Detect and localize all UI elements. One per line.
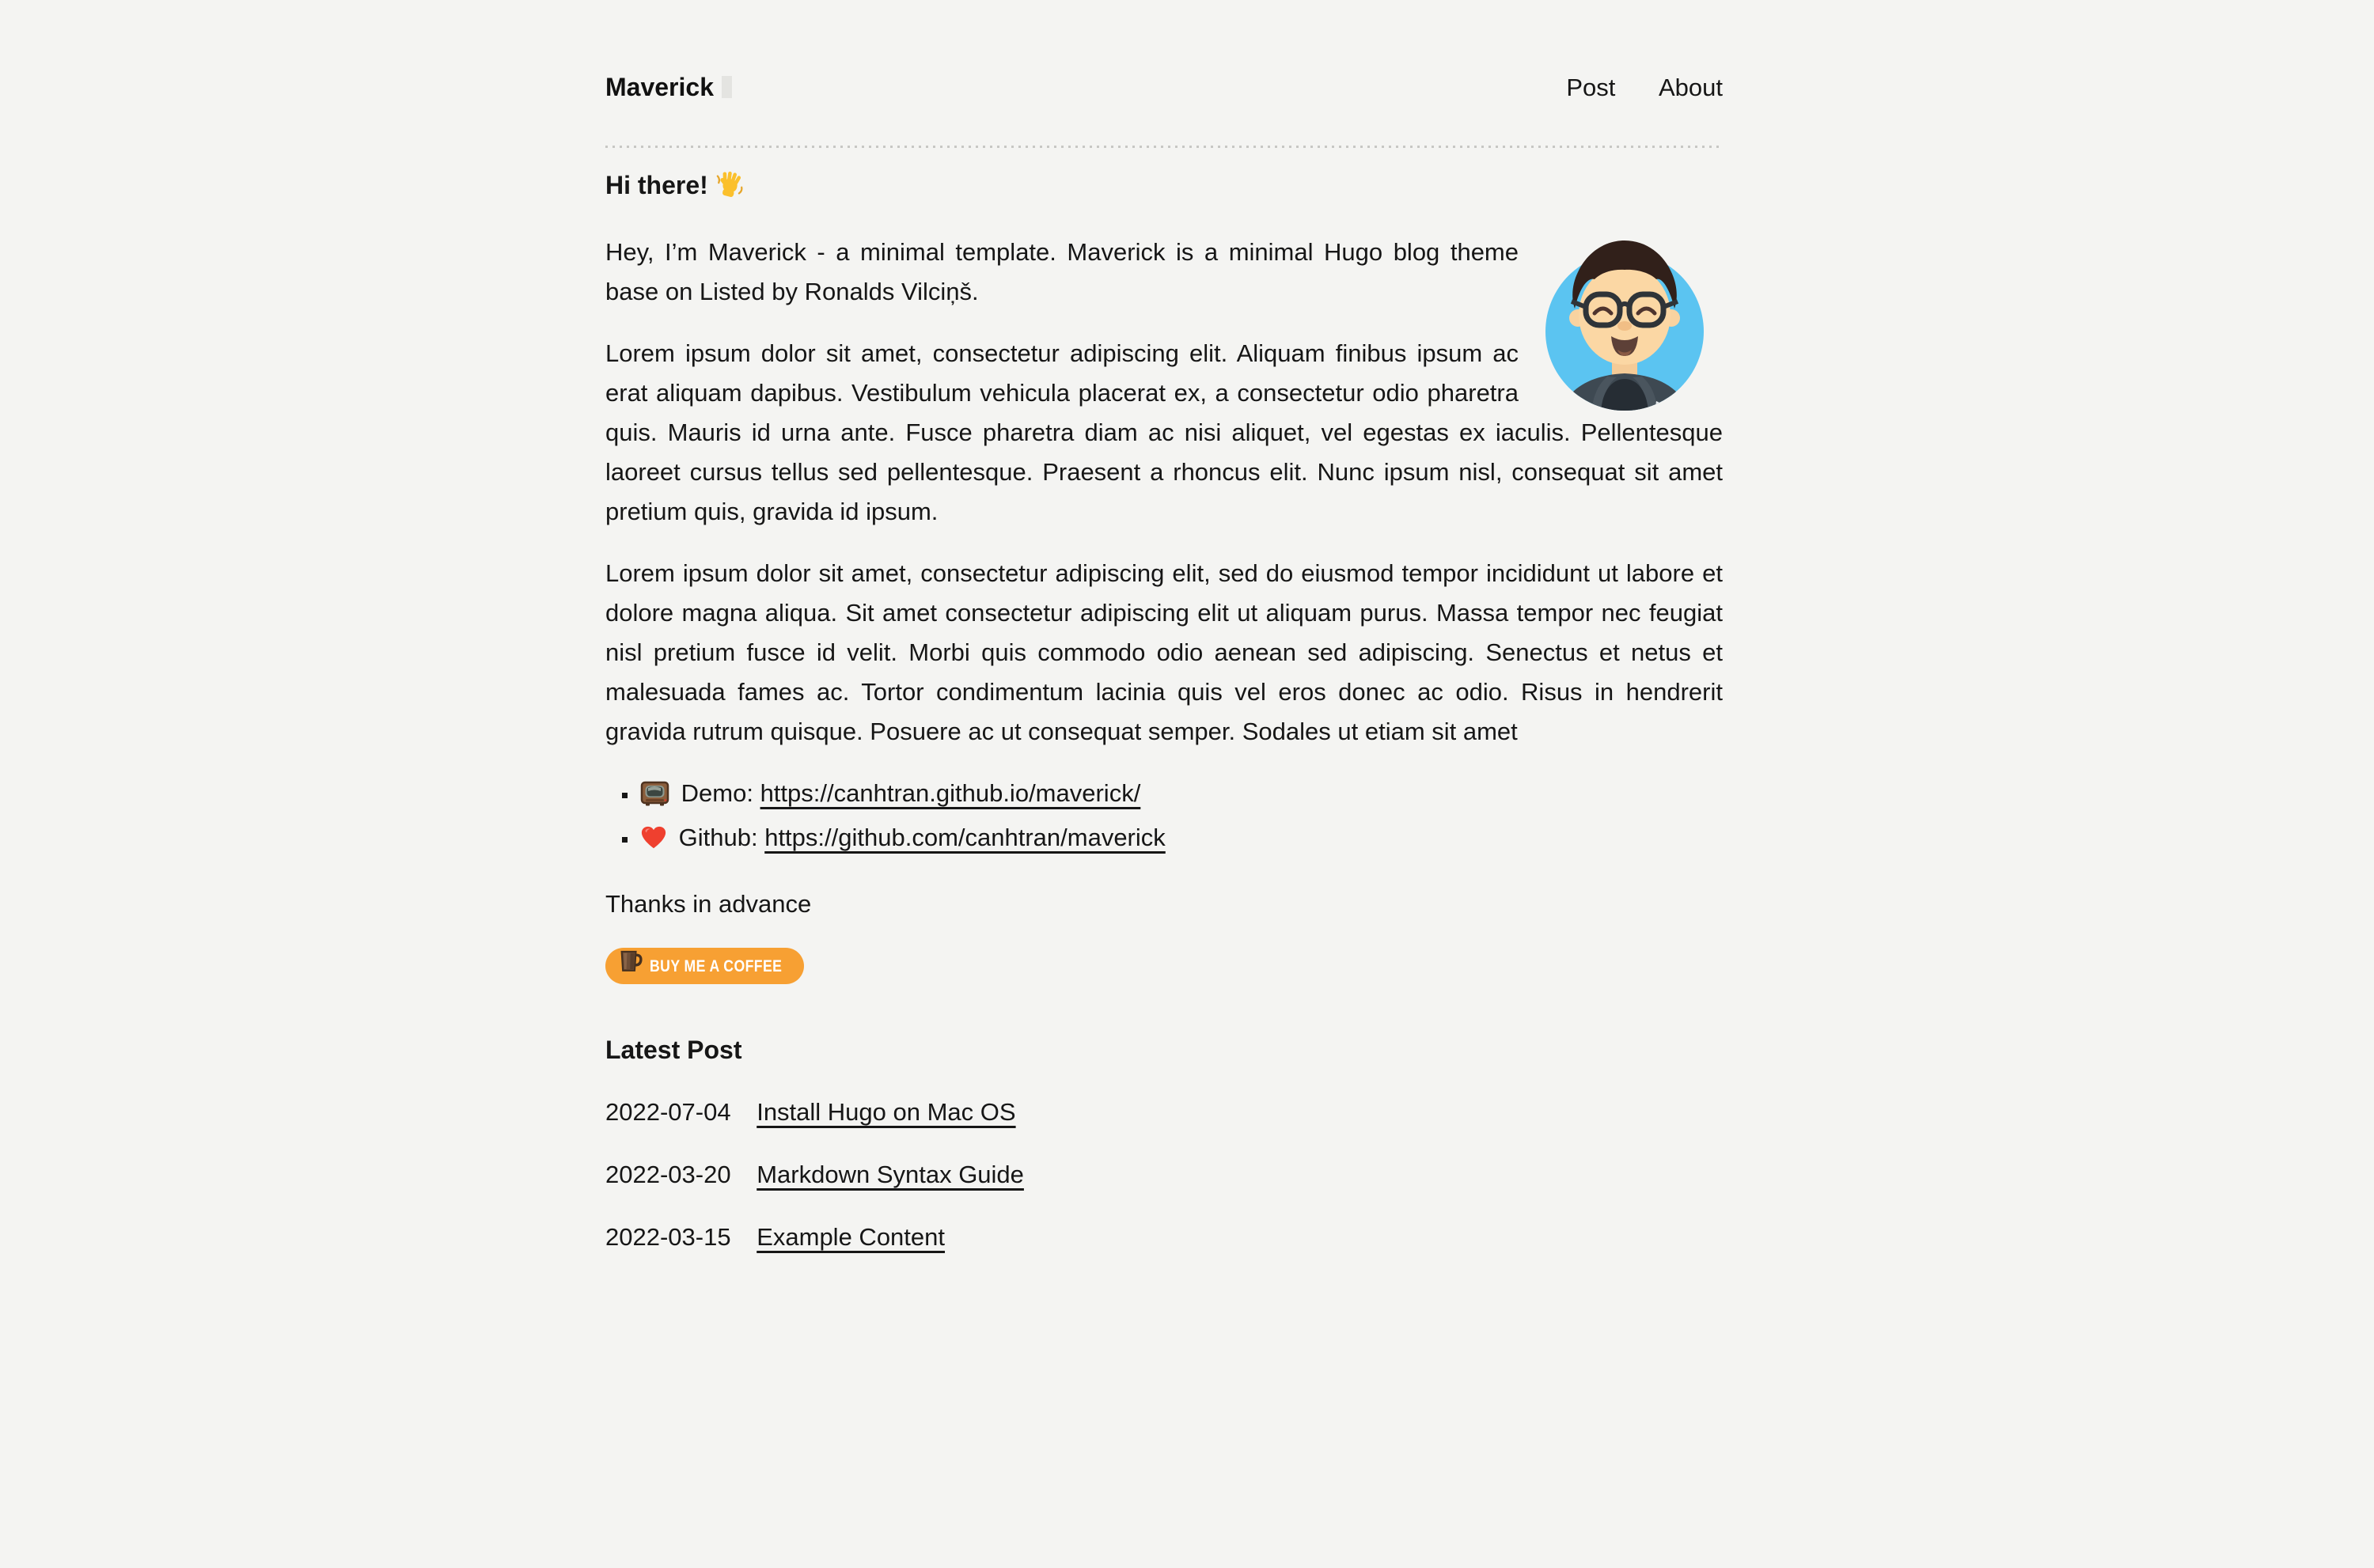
site-header bbox=[605, 0, 1723, 146]
thanks-text: Thanks in advance bbox=[605, 890, 812, 918]
title-cursor bbox=[722, 76, 732, 98]
heart-icon bbox=[640, 828, 667, 856]
post-date: 2022-03-15 bbox=[605, 1223, 731, 1251]
resource-item-github bbox=[639, 818, 1723, 862]
intro-paragraph-text: Hey, I’m Maverick - a minimal template. Maverick is a minimal Hugo blog theme base on Listed by Ronalds Vilciņš. bbox=[605, 238, 1519, 305]
coffee-button-wrap bbox=[605, 946, 1723, 986]
post-list bbox=[605, 1093, 1723, 1257]
post-date: 2022-07-04 bbox=[605, 1098, 731, 1126]
nav-item-post[interactable]: Post bbox=[1566, 74, 1616, 101]
nav-item-about[interactable]: About bbox=[1658, 74, 1723, 101]
resource-list bbox=[605, 774, 1723, 862]
resource-item-demo bbox=[639, 774, 1723, 818]
coffee-mug-icon bbox=[616, 946, 643, 986]
post-date: 2022-03-20 bbox=[605, 1161, 731, 1188]
site-nav bbox=[1530, 68, 1723, 108]
post-link-install-hugo[interactable]: Install Hugo on Mac OS bbox=[757, 1098, 1016, 1126]
post-row bbox=[605, 1155, 1723, 1195]
lorem-paragraph-2: Lorem ipsum dolor sit amet, consectetur adipiscing elit, sed do eiusmod tempor incididunt ut labore et dolore magna aliqua. Sit amet consectetur adipiscing elit ut aliquam purus. Massa tempor nec feugiat nisl pretium fusce id velit. Morbi quis commodo odio aenean sed adipiscing. Senectus et netus et malesuada fames ac. Tortor condimentum lacinia quis vel eros donec ac odio. Risus in hendrerit gravida rutrum quisque. Posuere ac ut consequat semper. Sodales ut etiam sit amet bbox=[605, 559, 1723, 745]
greeting-heading bbox=[605, 165, 1723, 210]
greeting-text: Hi there! bbox=[605, 171, 708, 199]
avatar bbox=[1541, 222, 1708, 411]
demo-link[interactable]: https://canhtran.github.io/maverick/ bbox=[760, 779, 1141, 807]
latest-post-heading: Latest Post bbox=[605, 1036, 742, 1064]
intro-paragraph bbox=[605, 233, 1723, 312]
lorem-paragraph-1: Lorem ipsum dolor sit amet, consectetur adipiscing elit. Aliquam finibus ipsum ac erat aliquam dapibus. Vestibulum vehicula placerat ex, a consectetur odio pharetra quis. Mauris id urna ante. Fusce pharetra diam ac nisi aliquet, vel egestas ex iaculis. Pellentesque laoreet cursus tellus sed pellentesque. Praesent a rhoncus elit. Nunc ipsum nisl, consequat sit amet pretium quis, gravida id ipsum. bbox=[605, 339, 1723, 525]
site-title[interactable] bbox=[605, 71, 732, 103]
header-divider bbox=[605, 146, 1723, 148]
post-link-markdown-guide[interactable]: Markdown Syntax Guide bbox=[757, 1161, 1024, 1188]
github-link[interactable]: https://github.com/canhtran/maverick bbox=[764, 824, 1166, 851]
resource-label: Github: bbox=[678, 824, 758, 851]
buy-me-a-coffee-button[interactable] bbox=[605, 948, 804, 984]
waving-hand-icon bbox=[715, 176, 745, 205]
post-row bbox=[605, 1093, 1723, 1132]
resource-label: Demo: bbox=[681, 779, 753, 807]
site-title-text: Maverick bbox=[605, 73, 714, 101]
page-container bbox=[605, 0, 1723, 1257]
tv-icon bbox=[640, 784, 669, 812]
coffee-button-label: BUY ME A COFFEE bbox=[650, 956, 783, 975]
main-content bbox=[605, 165, 1723, 1257]
post-row bbox=[605, 1218, 1723, 1257]
post-link-example-content[interactable]: Example Content bbox=[757, 1223, 946, 1251]
